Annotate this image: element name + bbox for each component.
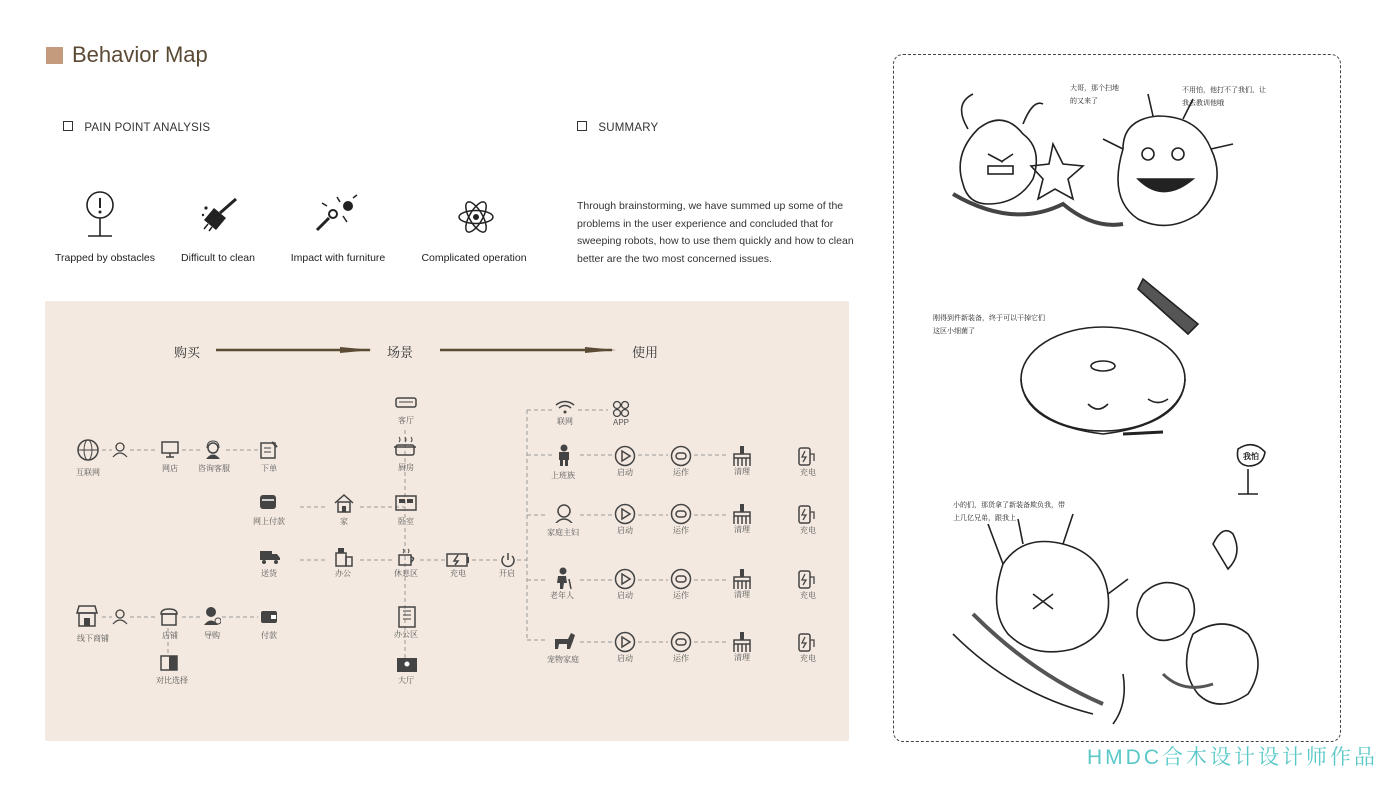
node-start: 开启 bbox=[499, 569, 515, 578]
hall-icon bbox=[396, 657, 418, 673]
guide-icon bbox=[203, 606, 221, 626]
bed-icon bbox=[395, 495, 417, 511]
stage-use: 使用 bbox=[632, 345, 659, 360]
office-building-icon bbox=[334, 547, 354, 567]
page-title: Behavior Map bbox=[72, 42, 208, 67]
usage-run-label: 运作 bbox=[673, 591, 689, 600]
comic-caption-2: 不用怕，他打不了我们，让 我去教训他哦 bbox=[1182, 87, 1266, 107]
node-webstore: 网店 bbox=[162, 464, 178, 473]
node-online-pay: 网上付款 bbox=[253, 517, 285, 526]
comic-caption-3: 刚得到件新装备，终于可以干掉它们 这区小细菌了 bbox=[933, 315, 1045, 335]
shop-icon bbox=[160, 608, 178, 626]
compare-icon bbox=[160, 655, 178, 671]
pain-label-clean: Difficult to clean bbox=[181, 252, 255, 264]
usage-start-label: 启动 bbox=[617, 526, 633, 535]
user-label-1: 上班族 bbox=[551, 471, 575, 480]
node-office-area: 办公区 bbox=[394, 630, 418, 639]
office-worker-icon bbox=[556, 444, 572, 466]
summary-text: Through brainstorming, we have summed up some of the problems in the user experience and concluded that for sweeping robots, how to use them quickly and how to clean better are the two most concerned issues. bbox=[577, 200, 854, 265]
node-rest: 休息区 bbox=[394, 569, 418, 578]
house-icon bbox=[333, 493, 355, 513]
pet-dog-icon bbox=[552, 629, 576, 651]
coffee-icon bbox=[397, 548, 417, 568]
wallet-card-icon bbox=[259, 494, 277, 510]
node-internet: 互联网 bbox=[76, 468, 100, 477]
user-icon-2 bbox=[111, 609, 129, 625]
comic-caption-4: 小的们，那货拿了新装备欺负我，带 上几亿兄弟，跟我上 bbox=[953, 502, 1065, 522]
node-office: 办公 bbox=[335, 569, 351, 578]
summary-heading: SUMMARY bbox=[577, 121, 658, 134]
node-living: 客厅 bbox=[398, 416, 414, 425]
sofa-icon bbox=[395, 395, 417, 409]
office-tower-icon bbox=[397, 606, 417, 628]
usage-clean-label: 清理 bbox=[734, 590, 750, 599]
node-offline: 线下商铺 bbox=[77, 634, 109, 643]
order-icon bbox=[260, 441, 278, 459]
node-guide: 导购 bbox=[204, 631, 220, 640]
user-label-3: 老年人 bbox=[550, 591, 574, 600]
usage-charge-label: 充电 bbox=[800, 526, 816, 535]
usage-charge-label: 充电 bbox=[800, 654, 816, 663]
usage-run-label: 运作 bbox=[673, 654, 689, 663]
node-bedroom: 卧室 bbox=[398, 517, 414, 526]
truck-icon bbox=[259, 549, 281, 565]
node-connect: 联网 bbox=[557, 417, 573, 426]
node-pay: 付款 bbox=[261, 631, 277, 640]
usage-run-label: 运作 bbox=[673, 468, 689, 477]
battery-charge-icon bbox=[446, 553, 470, 567]
node-store: 店铺 bbox=[162, 631, 178, 640]
user-label-4: 宠物家庭 bbox=[547, 655, 579, 664]
comic-caption-1: 大哥，那个扫地 的又来了 bbox=[1070, 85, 1119, 105]
node-ship: 送货 bbox=[261, 569, 277, 578]
node-order: 下单 bbox=[261, 464, 277, 473]
monitor-icon bbox=[161, 441, 179, 459]
usage-clean-label: 清理 bbox=[734, 525, 750, 534]
usage-run-label: 运作 bbox=[673, 526, 689, 535]
node-kitchen: 厨房 bbox=[398, 463, 414, 472]
user-label-2: 家庭主妇 bbox=[547, 528, 579, 537]
user-icon bbox=[111, 442, 129, 458]
bacteria-star bbox=[1031, 144, 1083, 199]
node-hall: 大厅 bbox=[398, 676, 414, 685]
pain-label-impact: Impact with furniture bbox=[290, 252, 386, 264]
stage-buy: 购买 bbox=[174, 345, 201, 360]
usage-charge-label: 充电 bbox=[800, 591, 816, 600]
stage-scene: 场景 bbox=[387, 345, 414, 360]
elderly-icon bbox=[552, 567, 574, 589]
usage-charge-label: 充电 bbox=[800, 468, 816, 477]
bacteria-left bbox=[960, 120, 1036, 204]
usage-start-label: 启动 bbox=[617, 654, 633, 663]
wallet-icon bbox=[260, 608, 278, 624]
housewife-icon bbox=[554, 503, 574, 523]
robot-vacuum bbox=[1021, 327, 1185, 431]
node-home: 家 bbox=[340, 517, 348, 526]
pot-icon bbox=[394, 436, 416, 458]
usage-start-label: 启动 bbox=[617, 468, 633, 477]
bacteria-army bbox=[997, 542, 1109, 652]
comic-illustration bbox=[893, 54, 1339, 740]
node-cs: 咨询客服 bbox=[198, 464, 230, 473]
customer-service-icon bbox=[203, 440, 223, 460]
watermark: HMDC合木设计设计师作品 bbox=[1087, 746, 1378, 769]
usage-clean-label: 清理 bbox=[734, 653, 750, 662]
node-charge: 充电 bbox=[450, 569, 466, 578]
node-app: APP bbox=[612, 418, 629, 427]
wifi-icon bbox=[555, 400, 575, 414]
power-icon bbox=[500, 552, 516, 568]
globe-icon bbox=[77, 439, 99, 461]
pain-label-complicated: Complicated operation bbox=[421, 252, 527, 264]
pain-label-trapped: Trapped by obstacles bbox=[54, 252, 155, 264]
usage-start-label: 启动 bbox=[617, 591, 633, 600]
comic-sign-text: 我怕 bbox=[1243, 452, 1259, 461]
usage-clean-label: 清理 bbox=[734, 467, 750, 476]
app-grid-icon bbox=[612, 400, 630, 418]
node-compare: 对比选择 bbox=[156, 676, 188, 685]
pain-point-heading: PAIN POINT ANALYSIS bbox=[63, 121, 210, 134]
bacteria-big bbox=[1118, 116, 1217, 225]
storefront-icon bbox=[76, 605, 98, 627]
